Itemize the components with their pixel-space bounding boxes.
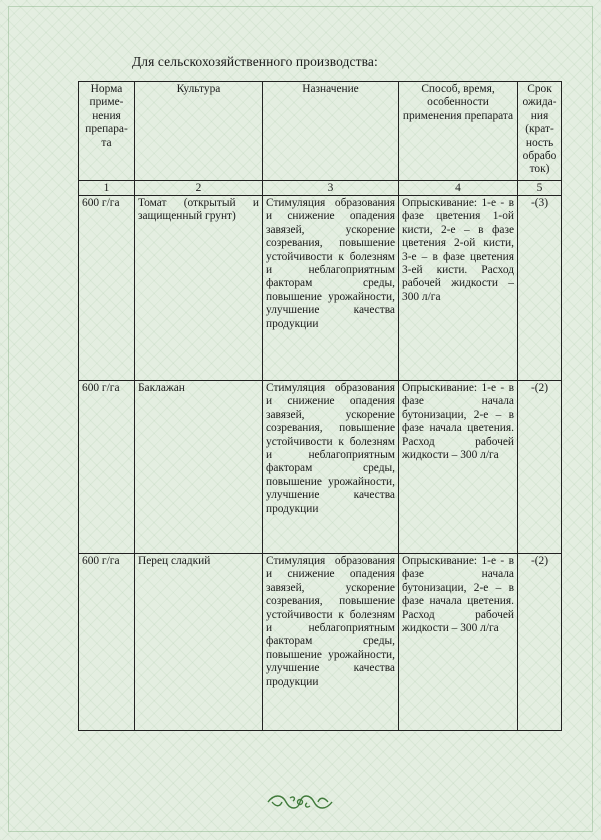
table-row: [79, 554, 562, 731]
column-number: 4: [399, 181, 518, 196]
column-number: 3: [263, 181, 399, 196]
cell-crop: Перец сладкий: [135, 554, 263, 731]
header-method: Способ, время, особенности применения препарата: [399, 82, 518, 181]
cell-purpose: Стимуляция образования и снижение опадения завязей, ускорение созревания, повышение устойчивости к болезням и неблагоприятным факторам среды, повышение урожайности, улучшение качества продукции: [263, 554, 399, 731]
cell-crop: Томат (открытый и защищенный грунт): [135, 196, 263, 381]
cell-rate: 600 г/га: [79, 554, 135, 731]
cell-rate: 600 г/га: [79, 381, 135, 554]
cell-rate: 600 г/га: [79, 196, 135, 381]
header-rate: Норма приме-нения препара-та: [79, 82, 135, 181]
application-table: [78, 81, 562, 731]
column-number: 2: [135, 181, 263, 196]
table-row: [79, 196, 562, 381]
ornament-icon: [266, 793, 334, 811]
header-purpose: Назначение: [263, 82, 399, 181]
cell-purpose: Стимуляция образования и снижение опадения завязей, ускорение созревания, повышение устойчивости к болезням и неблагоприятным факторам среды, повышение урожайности, улучшение качества продукции: [263, 381, 399, 554]
header-waiting: Срок ожида-ния (крат-ность обрабо ток): [518, 82, 562, 181]
column-number: 5: [518, 181, 562, 196]
cell-method: Опрыскивание: 1-е - в фазе цветения 1-ой кисти, 2-е – в фазе цветения 2-ой кисти, 3-е – в фазе цветения 3-ей кисти. Расход рабочей жидкости – 300 л/га: [399, 196, 518, 381]
cell-purpose: Стимуляция образования и снижение опадения завязей, ускорение созревания, повышение устойчивости к болезням и неблагоприятным факторам среды, повышение урожайности, улучшение качества продукции: [263, 196, 399, 381]
table-header-row: [79, 82, 562, 181]
cell-waiting: -(2): [518, 554, 562, 731]
table-row: [79, 381, 562, 554]
cell-method: Опрыскивание: 1-е - в фазе начала бутонизации, 2-е – в фазе начала цветения. Расход рабочей жидкости – 300 л/га: [399, 554, 518, 731]
cell-waiting: -(3): [518, 196, 562, 381]
section-heading: Для сельскохозяйственного производства:: [132, 54, 378, 69]
cell-waiting: -(2): [518, 381, 562, 554]
header-crop: Культура: [135, 82, 263, 181]
column-number-row: [79, 181, 562, 196]
column-number: 1: [79, 181, 135, 196]
cell-method: Опрыскивание: 1-е - в фазе начала бутонизации, 2-е – в фазе начала цветения. Расход рабочей жидкости – 300 л/га: [399, 381, 518, 554]
cell-crop: Баклажан: [135, 381, 263, 554]
